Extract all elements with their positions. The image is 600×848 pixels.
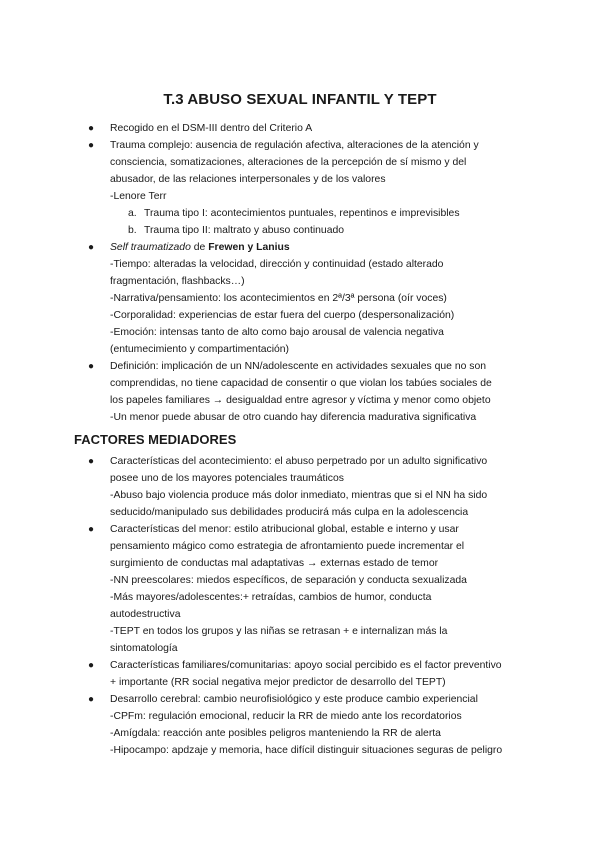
- list-item-line: comprendidas, no tiene capacidad de consentir o que violan los tabúes sociales de: [110, 378, 492, 389]
- list-item-line: -Amígdala: reacción ante posibles peligros manteniendo la RR de alerta: [110, 728, 441, 739]
- list-item-line: + importante (RR social negativa mejor predictor de desarrollo del TEPT): [110, 677, 446, 688]
- sub-list-text: Trauma tipo II: maltrato y abuso continuado: [144, 225, 345, 236]
- list-item: Recogido en el DSM-III dentro del Criterio A: [110, 123, 313, 134]
- list-item-line: los papeles familiares → desigualdad entre agresor y víctima y menor como objeto: [110, 395, 491, 406]
- bullet-icon: ●: [88, 660, 95, 671]
- list-item-line: -Tiempo: alteradas la velocidad, dirección y continuidad (estado alterado: [110, 259, 444, 270]
- bullet-icon: ●: [88, 140, 95, 151]
- list-item-line: -Más mayores/adolescentes:+ retraídas, cambios de humor, conducta: [110, 592, 432, 603]
- list-item-line: -Narrativa/pensamiento: los acontecimientos en 2ª/3ª persona (oír voces): [110, 293, 447, 304]
- list-item-line: fragmentación, flashbacks…): [110, 276, 245, 287]
- list-item-line: pensamiento mágico como estrategia de afrontamiento puede incrementar el: [110, 541, 465, 552]
- sub-list-letter: b.: [128, 225, 137, 236]
- list-item-line: -Corporalidad: experiencias de estar fuera del cuerpo (despersonalización): [110, 310, 455, 321]
- list-item-line: -NN preescolares: miedos específicos, de separación y conducta sexualizada: [110, 575, 467, 586]
- bullet-icon: ●: [88, 123, 95, 134]
- bullet-icon: ●: [88, 694, 95, 705]
- sub-list-item: [128, 205, 460, 222]
- sub-list-item: [128, 222, 344, 239]
- sub-list-letter: a.: [128, 208, 137, 219]
- bold-authors: Frewen y Lanius: [208, 242, 290, 253]
- list-item-line: posee uno de los mayores potenciales traumáticos: [110, 473, 344, 484]
- connector-text: de: [190, 242, 209, 253]
- italic-term: Self traumatizado: [110, 242, 191, 253]
- bullet-icon: ●: [88, 456, 95, 467]
- list-item-line: -Un menor puede abusar de otro cuando hay diferencia madurativa significativa: [110, 412, 477, 423]
- list-item-line: abusador, de las relaciones interpersonales y de los valores: [110, 174, 386, 185]
- list-item-line: sintomatología: [110, 643, 178, 654]
- list-item-line: seducido/manipulado sus debilidades producirá más culpa en la adolescencia: [110, 507, 469, 518]
- list-item-line: autodestructiva: [110, 609, 181, 620]
- sub-list-text: Trauma tipo I: acontecimientos puntuales, repentinos e imprevisibles: [144, 208, 460, 219]
- list-item-line: -Abuso bajo violencia produce más dolor inmediato, mientras que si el NN ha sido: [110, 490, 488, 501]
- list-item-line: Trauma complejo: ausencia de regulación afectiva, alteraciones de la atención y: [110, 140, 479, 151]
- list-item-line: surgimiento de conductas mal adaptativas → externas estado de temor: [110, 558, 439, 569]
- list-item-line: Características familiares/comunitarias: apoyo social percibido es el factor preventivo: [110, 660, 502, 671]
- section-heading: FACTORES MEDIADORES: [74, 432, 237, 447]
- list-item-line: consciencia, somatizaciones, alteraciones de la percepción de sí mismo y del: [110, 157, 467, 168]
- list-item-line: -Emoción: intensas tanto de alto como bajo arousal de valencia negativa: [110, 327, 444, 338]
- list-item-line: -Lenore Terr: [110, 191, 167, 202]
- list-item-line: -CPFm: regulación emocional, reducir la RR de miedo ante los recordatorios: [110, 711, 462, 722]
- list-item-line: Características del acontecimiento: el abuso perpetrado por un adulto significativo: [110, 456, 488, 467]
- list-item-line: [110, 239, 290, 256]
- bullet-icon: ●: [88, 242, 95, 253]
- list-item-line: -Hipocampo: apdzaje y memoria, hace difícil distinguir situaciones seguras de peligro: [110, 745, 503, 756]
- bullet-icon: ●: [88, 524, 95, 535]
- list-item-line: (entumecimiento y compartimentación): [110, 344, 290, 355]
- bullet-icon: ●: [88, 361, 95, 372]
- list-item-line: Definición: implicación de un NN/adolescente en actividades sexuales que no son: [110, 361, 487, 372]
- list-item-line: Desarrollo cerebral: cambio neurofisiológico y este produce cambio experiencial: [110, 694, 478, 705]
- list-item-line: -TEPT en todos los grupos y las niñas se retrasan + e internalizan más la: [110, 626, 448, 637]
- list-item-line: Características del menor: estilo atribucional global, estable e interno y usar: [110, 524, 459, 535]
- page-title: T.3 ABUSO SEXUAL INFANTIL Y TEPT: [163, 91, 437, 108]
